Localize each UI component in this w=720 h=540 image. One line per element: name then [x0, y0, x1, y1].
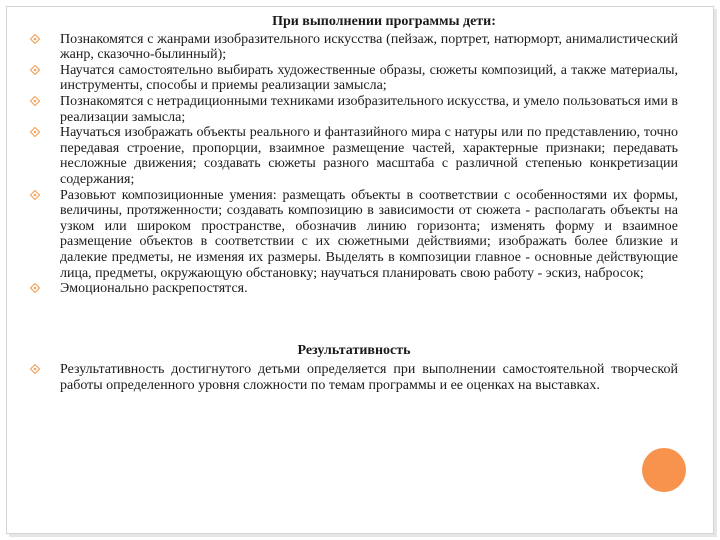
list-item-text: Научатся самостоятельно выбирать художественные образы, сюжеты композиций, а также материалы, инструменты, способы и приемы реализации замысла;	[60, 62, 678, 94]
diamond-bullet-icon	[30, 34, 40, 44]
list-item-text: Научаться изображать объекты реального и фантазийного мира с натуры или по представлению, точно передавая строение, пропорции, взаимное размещение частей, характерные признаки; передавать несложные движения; создавать сюжеты разного масштаба с различной степенью конкретизации содержания;	[60, 125, 678, 187]
list-item-text: Эмоционально раскрепостятся.	[60, 281, 248, 297]
diamond-bullet-icon	[30, 127, 40, 137]
diamond-bullet-icon	[30, 65, 40, 75]
diamond-bullet-icon	[30, 283, 40, 293]
section-heading-program: При выполнении программы дети:	[272, 14, 496, 29]
list-item-text: Результативность достигнутого детьми определяется при выполнении самостоятельной творческой работы определенного уровня сложности по темам программы и ее оценках на выставках.	[60, 362, 678, 393]
list-item	[30, 32, 678, 63]
list-item-text: Познакомятся с жанрами изобразительного искусства (пейзаж, портрет, натюрморт, анималистический жанр, сказочно-былинный);	[60, 31, 678, 63]
section-heading-results: Результативность	[297, 342, 411, 358]
list-item	[30, 188, 678, 282]
results-list	[30, 362, 678, 393]
list-item-text: Разовьют композиционные умения: размещать объекты в соответствии с особенностями их формы, величины, протяженности; создавать композицию в зависимости от сюжета - располагать объекты на узком или широком пространстве, обозначив линию горизонта; изменять форму и взаимное размещение объектов в соответствии с их сюжетными действиями; изображать более близкие и далекие предметы, не изменяя их размеры. Выделять в композиции главное - основные действующие лица, предметы, окружающую обстановку; научаться планировать свою работу - эскиз, набросок;	[60, 187, 678, 281]
list-item	[30, 362, 678, 393]
list-item	[30, 94, 678, 125]
list-item-text: Познакомятся с нетрадиционными техниками изобразительного искусства, и умело пользоваться ими в реализации замысла;	[60, 93, 678, 125]
diamond-bullet-icon	[30, 190, 40, 200]
list-item	[30, 281, 678, 297]
orange-circle-decoration	[642, 448, 686, 492]
program-outcomes-list	[30, 32, 678, 297]
list-item	[30, 125, 678, 187]
diamond-bullet-icon	[30, 364, 40, 374]
list-item	[30, 63, 678, 94]
diamond-bullet-icon	[30, 96, 40, 106]
slide-content	[30, 14, 678, 393]
